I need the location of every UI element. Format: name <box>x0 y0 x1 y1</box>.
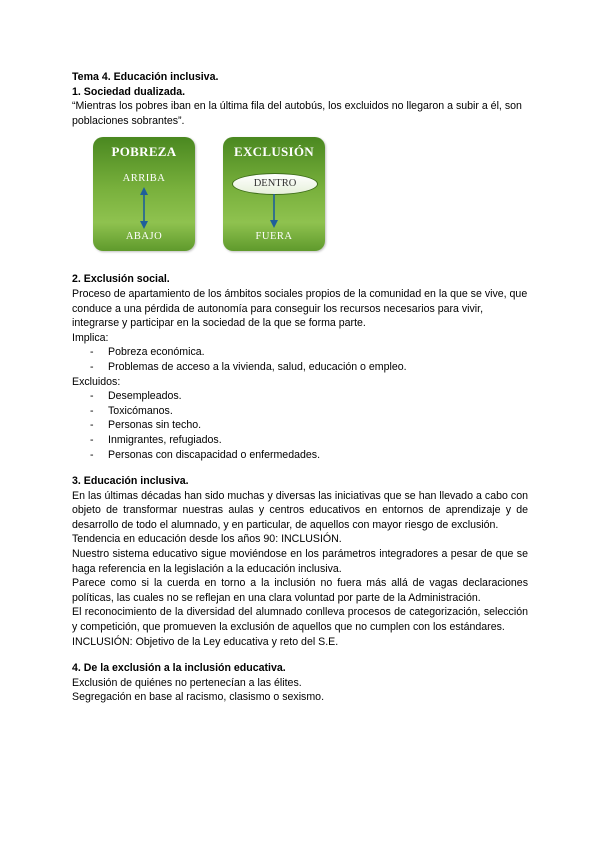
dentro-ellipse: DENTRO <box>232 173 318 195</box>
implica-label: Implica: <box>72 331 109 344</box>
list-item: - Inmigrantes, refugiados. <box>72 433 528 448</box>
section-2-heading: 2. Exclusión social. <box>72 273 170 286</box>
document-title: Tema 4. Educación inclusiva. <box>72 71 219 83</box>
pobreza-abajo-label: ABAJO <box>125 231 163 243</box>
section-3-paragraph: En las últimas décadas han sido muchas y diversas las iniciativas que se han llevado a cabo con objeto de transformar nuestras aulas y centros educativos en entornos de aprendizaje y de desarrollo de todo el alumnado, y en particular, de aquellos con mayor riesgo de exclusión. <box>72 489 528 531</box>
section-3-paragraph: Parece como si la cuerda en torno a la inclusión no fuera más allá de vagas declaraciones políticas, las cuales no se reflejan en una clara voluntad por parte de la Administración. <box>72 577 528 604</box>
section-1-heading: 1. Sociedad dualizada. <box>72 85 186 98</box>
implica-list <box>72 345 528 374</box>
section-4-paragraph: Exclusión de quiénes no pertenecían a las élites. <box>72 676 302 689</box>
document-page <box>72 70 528 705</box>
section-3-paragraph: Nuestro sistema educativo sigue moviéndose en los parámetros integradores a pesar de que se haga referencia en la legislación a la educación inclusiva. <box>72 548 528 575</box>
section-3-paragraph: El reconocimiento de la diversidad del alumnado conlleva procesos de categorización, selección y competición, que promueven la exclusión de aquellos que no cumplen con los estándares. <box>72 606 528 634</box>
down-arrow-icon <box>266 194 282 228</box>
excluidos-label: Excluidos: <box>72 375 121 388</box>
section-4-heading: 4. De la exclusión a la inclusión educativa. <box>72 662 286 675</box>
section-4-paragraph: Segregación en base al racismo, clasismo o sexismo. <box>72 691 325 704</box>
section-1-quote: “Mientras los pobres iban en la última fila del autobús, los excluidos no llegaron a subir a él, son poblaciones sobrantes”. <box>72 100 522 127</box>
list-item: - Pobreza económica. <box>72 345 528 360</box>
section-3-paragraph: Tendencia en educación desde los años 90: INCLUSIÓN. <box>72 533 342 546</box>
double-arrow-icon <box>136 187 152 229</box>
list-item: - Personas sin techo. <box>72 418 528 433</box>
list-item: - Personas con discapacidad o enfermedades. <box>72 448 528 463</box>
pobreza-arriba-label: ARRIBA <box>122 173 166 185</box>
section-2-body: Proceso de apartamiento de los ámbitos sociales propios de la comunidad en la que se vive, que conduce a una pérdida de autonomía para conseguir los recursos necesarios para vivir, integrarse y participar en la sociedad de la que se forma parte. <box>72 287 528 330</box>
exclusion-fuera-label: FUERA <box>255 231 293 243</box>
pobreza-box <box>93 137 195 251</box>
pobreza-exclusion-diagram <box>72 137 528 269</box>
section-3-paragraph: INCLUSIÓN: Objetivo de la Ley educativa y reto del S.E. <box>72 635 339 648</box>
section-3-heading: 3. Educación inclusiva. <box>72 475 189 488</box>
excluidos-list <box>72 389 528 462</box>
exclusion-title: EXCLUSIÓN <box>234 144 314 160</box>
exclusion-box <box>223 137 325 251</box>
list-item: - Toxicómanos. <box>72 404 528 419</box>
pobreza-title: POBREZA <box>111 144 177 160</box>
list-item: - Desempleados. <box>72 389 528 404</box>
list-item: - Problemas de acceso a la vivienda, salud, educación o empleo. <box>72 360 528 375</box>
